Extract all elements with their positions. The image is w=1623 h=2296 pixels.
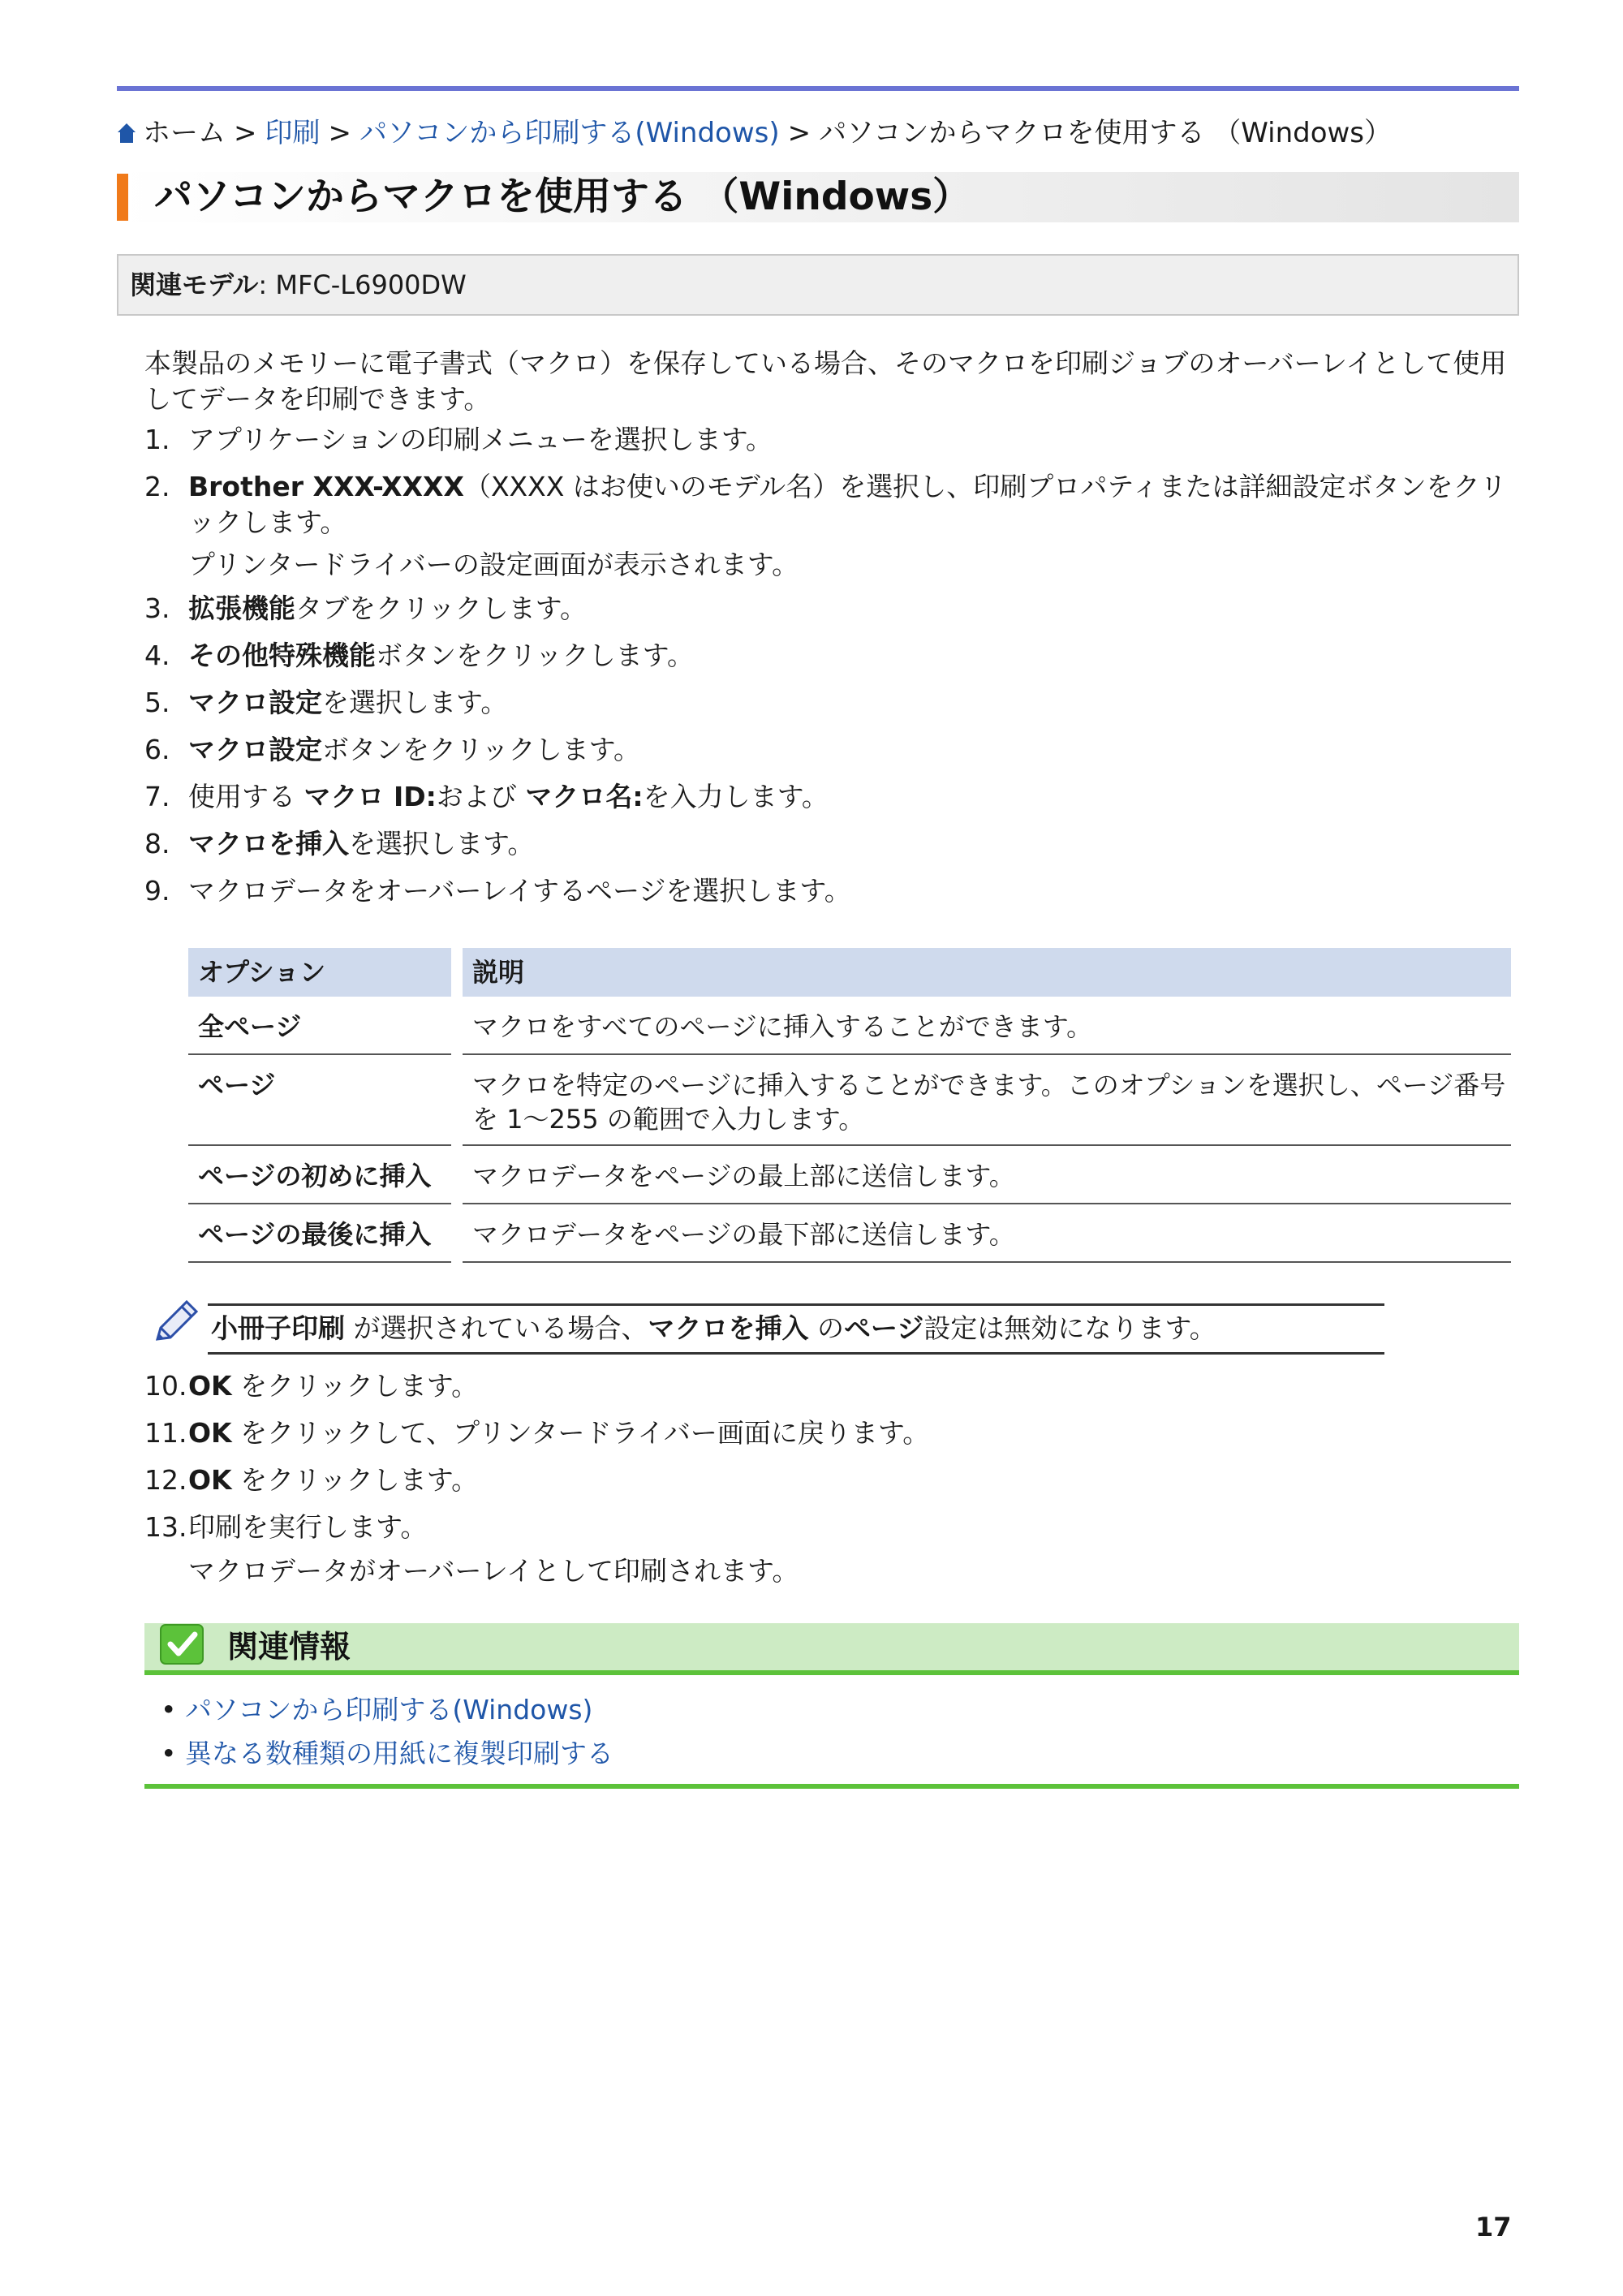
step-text <box>188 1368 478 1404</box>
step-result: マクロデータがオーバーレイとして印刷されます。 <box>188 1555 799 1587</box>
table-cell-option: 全ページ <box>198 1011 302 1042</box>
table-cell-option: ページ <box>198 1070 276 1101</box>
step-text <box>188 1462 478 1498</box>
step-text <box>188 591 587 627</box>
step-number: 5. <box>144 687 170 718</box>
related-link-multi-paper[interactable]: 異なる数種類の用紙に複製印刷する <box>185 1738 613 1769</box>
note-text <box>211 1310 1216 1347</box>
table-cell-description: マクロをすべてのページに挿入することができます。 <box>472 1011 1093 1042</box>
step-text <box>188 826 534 862</box>
step-text: マクロデータをオーバーレイするページを選択します。 <box>188 875 851 907</box>
ui-label: その他特殊機能 <box>188 640 376 671</box>
related-info-footer-rule <box>144 1784 1519 1789</box>
ui-label: マクロを挿入 <box>188 828 349 859</box>
step-text-rest: （XXXX はお使いのモデル名）を選択し、印刷プロパティまたは詳細設定ボタンをクリックします。 <box>188 471 1507 538</box>
note-text-part: が選択されている場合、 <box>345 1312 648 1344</box>
step-number: 11. <box>144 1417 187 1449</box>
page-title: パソコンからマクロを使用する （Windows） <box>154 174 971 219</box>
note-text-part: の <box>808 1312 844 1344</box>
related-info-title: 関連情報 <box>227 1629 351 1665</box>
breadcrumb-home-link[interactable]: ホーム <box>143 117 226 149</box>
table-header-row <box>188 948 1511 997</box>
breadcrumb <box>117 115 1392 151</box>
step-text <box>188 469 1519 541</box>
step-number: 3. <box>144 592 170 624</box>
ui-label: OK <box>188 1464 232 1496</box>
step-number: 9. <box>144 875 170 907</box>
ui-label: マクロ設定 <box>188 687 322 718</box>
intro-paragraph: 本製品のメモリーに電子書式（マクロ）を保存している場合、そのマクロを印刷ジョブのオーバーレイとして使用してデータを印刷できます。 <box>144 347 1507 415</box>
step-number: 8. <box>144 828 170 859</box>
table-cell-option: ページの初めに挿入 <box>198 1161 432 1191</box>
breadcrumb-separator: > <box>787 117 812 149</box>
table-cell-description: マクロデータをページの最下部に送信します。 <box>472 1219 1015 1250</box>
table-row-divider <box>188 1261 451 1263</box>
related-model <box>130 267 467 303</box>
bullet: • <box>161 1738 177 1769</box>
step-number: 10. <box>144 1370 187 1402</box>
step-text-pre: 使用する <box>188 781 304 812</box>
table-cell-description: マクロを特定のページに挿入することができます。このオプションを選択し、ページ番号を 1～255 の範囲で入力します。 <box>472 1070 1506 1135</box>
table-cell-option: ページの最後に挿入 <box>198 1219 432 1250</box>
step-text <box>188 685 507 721</box>
step-number: 6. <box>144 734 170 765</box>
table-row-divider <box>188 1144 451 1146</box>
step-text: 印刷を実行します。 <box>188 1511 428 1543</box>
ui-label: マクロ設定 <box>188 734 322 765</box>
table-row-divider <box>463 1261 1511 1263</box>
step-number: 7. <box>144 781 170 812</box>
step-number: 2. <box>144 471 170 502</box>
step-result: プリンタードライバーの設定画面が表示されます。 <box>188 549 799 580</box>
breadcrumb-pc-print-link[interactable]: パソコンから印刷する(Windows) <box>359 117 780 149</box>
top-rule <box>117 86 1519 91</box>
related-model-label: 関連モデル <box>130 269 259 300</box>
step-text-rest: をクリックします。 <box>231 1464 479 1496</box>
ui-label: OK <box>188 1417 232 1449</box>
breadcrumb-separator: > <box>328 117 351 149</box>
related-model-box <box>117 254 1519 316</box>
ui-label: マクロ名: <box>525 781 644 812</box>
related-info-header <box>144 1623 1519 1675</box>
ui-label: ページ <box>844 1312 924 1344</box>
step-text <box>188 779 829 815</box>
step-number: 4. <box>144 640 170 671</box>
table-cell-description: マクロデータをページの最上部に送信します。 <box>472 1161 1015 1191</box>
home-icon[interactable] <box>117 123 136 144</box>
note-rule-bottom <box>208 1352 1384 1355</box>
ui-label: 拡張機能 <box>188 592 295 624</box>
related-links <box>161 1688 613 1776</box>
page-number: 17 <box>1475 2212 1512 2242</box>
step-text <box>188 638 694 674</box>
ui-label: マクロを挿入 <box>648 1312 809 1344</box>
step-text-mid: および <box>436 781 526 812</box>
table-row-divider <box>463 1144 1511 1146</box>
ui-label: マクロ ID: <box>304 781 437 812</box>
ui-label: 小冊子印刷 <box>211 1312 345 1344</box>
table-row-divider <box>463 1203 1511 1204</box>
step-text-rest: を選択します。 <box>322 687 508 718</box>
related-link-pc-print[interactable]: パソコンから印刷する(Windows) <box>185 1694 593 1725</box>
checkmark-icon <box>159 1623 206 1665</box>
breadcrumb-current: パソコンからマクロを使用する （Windows） <box>819 117 1393 149</box>
table-row-divider <box>188 1053 451 1055</box>
table-header-option: オプション <box>188 948 451 997</box>
pencil-icon <box>151 1297 203 1349</box>
bullet: • <box>161 1694 177 1725</box>
step-text: アプリケーションの印刷メニューを選択します。 <box>188 424 773 455</box>
breadcrumb-print-link[interactable]: 印刷 <box>265 117 321 149</box>
related-model-value: : MFC-L6900DW <box>258 269 467 300</box>
ui-label: OK <box>188 1370 232 1402</box>
note-box <box>151 1295 1230 1362</box>
note-rule-top <box>208 1303 1384 1306</box>
table-header-description: 説明 <box>463 948 1511 997</box>
title-accent <box>117 174 128 221</box>
step-text-rest: ボタンをクリックします。 <box>376 640 695 671</box>
step-text <box>188 732 640 768</box>
step-text-rest: をクリックします。 <box>231 1370 479 1402</box>
table-row-divider <box>463 1053 1511 1055</box>
step-text-rest: を入力します。 <box>643 781 829 812</box>
step-number: 13. <box>144 1511 187 1543</box>
model-name: Brother XXX-XXXX <box>188 471 464 502</box>
step-number: 12. <box>144 1464 187 1496</box>
step-text-rest: を選択します。 <box>349 828 535 859</box>
breadcrumb-separator: > <box>234 117 257 149</box>
table-row-divider <box>188 1203 451 1204</box>
step-text-rest: ボタンをクリックします。 <box>322 734 641 765</box>
step-text-rest: タブをクリックします。 <box>295 592 588 624</box>
step-text <box>188 1415 929 1451</box>
step-text-rest: をクリックして、プリンタードライバー画面に戻ります。 <box>231 1417 930 1449</box>
list-item <box>161 1688 613 1732</box>
list-item <box>161 1732 613 1776</box>
page-title-bar <box>117 172 1519 222</box>
step-number: 1. <box>144 424 170 455</box>
note-text-part: 設定は無効になります。 <box>923 1312 1216 1344</box>
